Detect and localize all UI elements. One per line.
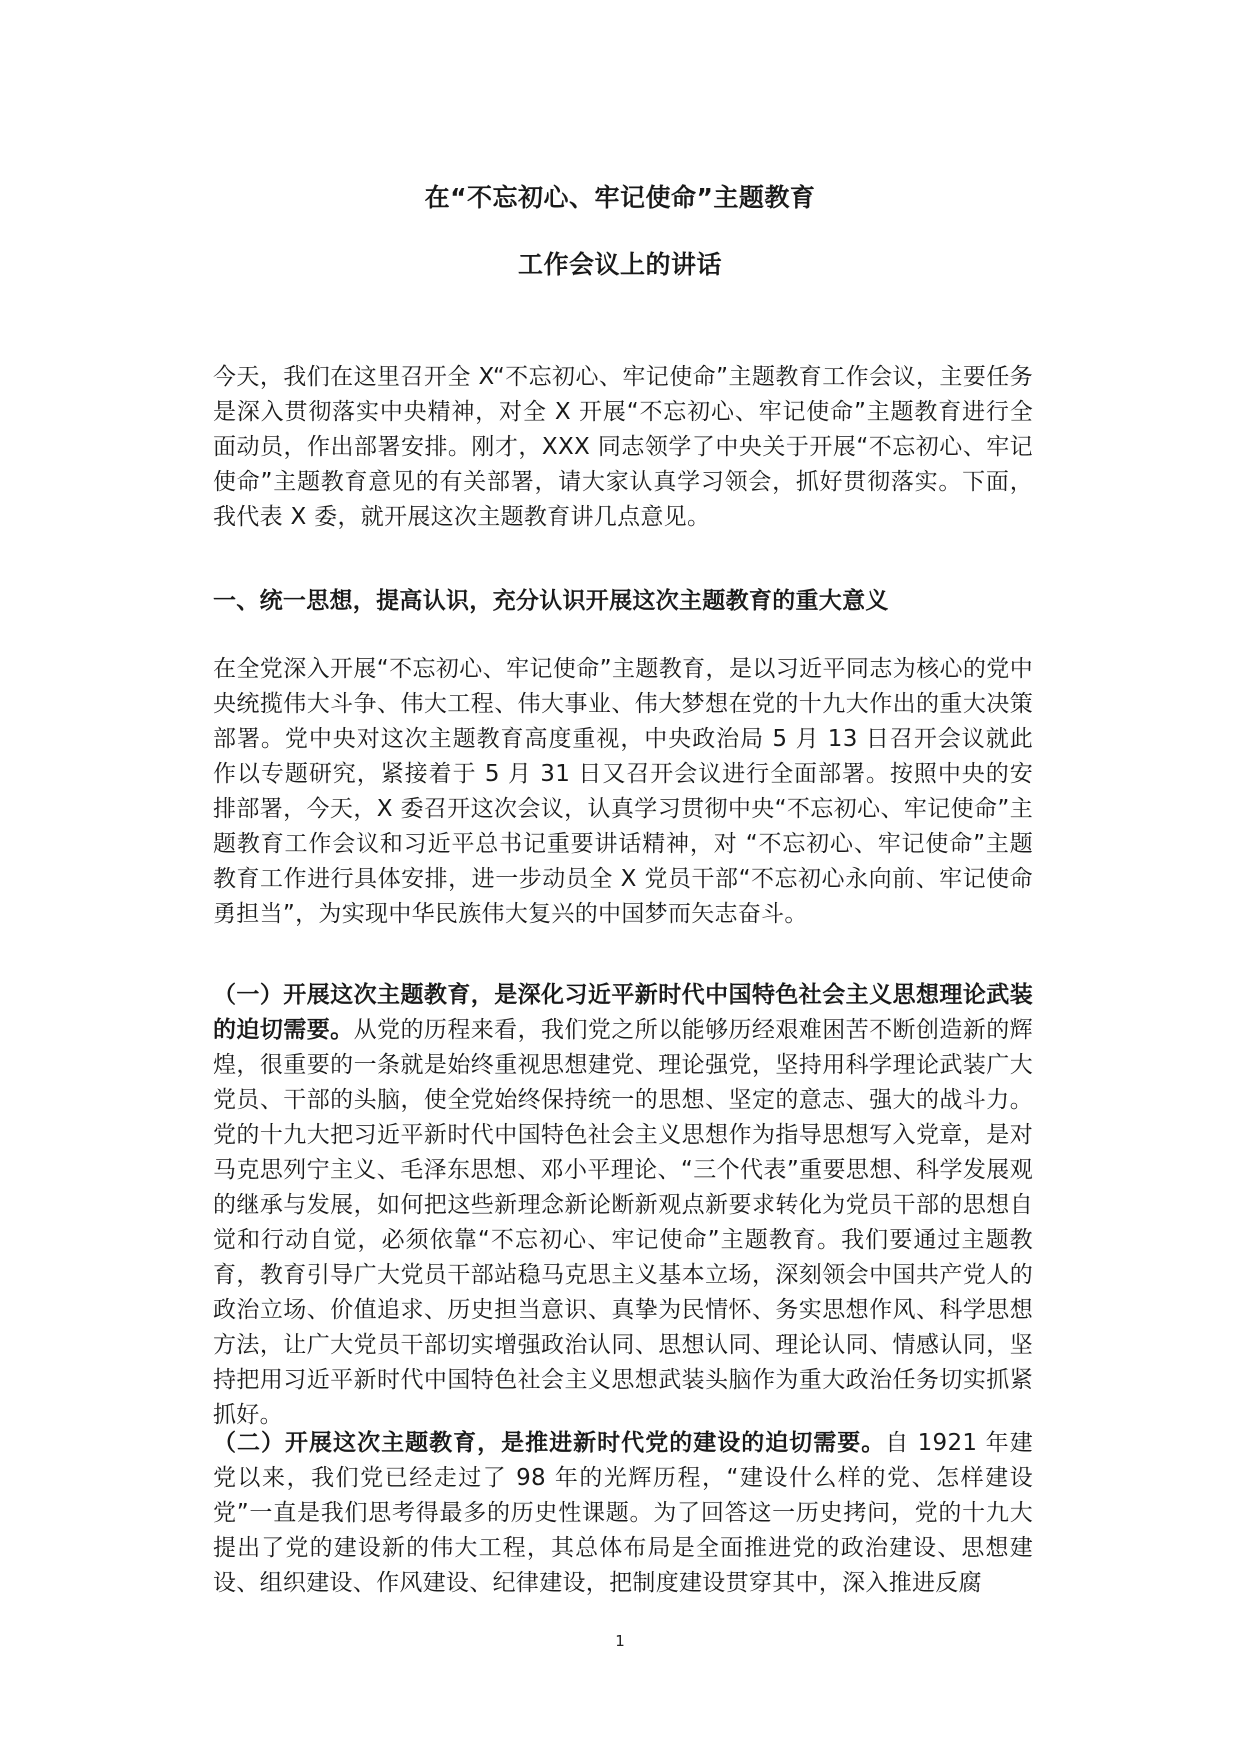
intro-paragraph: 今天，我们在这里召开全 X“不忘初心、牢记使命”主题教育工作会议，主要任务是深入贯彻落实中央精神，对全 X 开展“不忘初心、牢记使命”主题教育进行全面动员，作出部署安排。刚才，XXX 同志领学了中央关于开展“不忘初心、牢记使命”主题教育意见的有关部署，请大家认真学习领会，抓好贯彻落实。下面，我代表 X 委，就开展这次主题教育讲几点意见。 — [213, 364, 1033, 530]
page-number: 1 — [615, 1632, 625, 1650]
section-1-paragraph: 在全党深入开展“不忘初心、牢记使命”主题教育，是以习近平同志为核心的党中央统揽伟大斗争、伟大工程、伟大事业、伟大梦想在党的十九大作出的重大决策部署。党中央对这次主题教育高度重视，中央政治局 5 月 13 日召开会议就此作以专题研究，紧接着于 5 月 31 日又召开会议进行全面部署。按照中央的安排部署，今天，X 委召开这次会议，认真学习贯彻中央“不忘初心、牢记使命”主题教育工作会议和习近平总书记重要讲话精神，对 “不忘初心、牢记使命”主题教育工作进行具体安排，进一步动员全 X 党员干部“不忘初心永向前、牢记使命勇担当”，为实现中华民族伟大复兴的中国梦而矢志奋斗。 — [213, 656, 1033, 927]
point-1-lead: （一）开展这次主题教育，是深化习近平新时代中国特色社会主义思想理论武装的迫切需要。 — [213, 982, 1033, 1043]
point-2-body: 自 1921 年建党以来，我们党已经走过了 98 年的光辉历程，“建设什么样的党、怎样建设党”一直是我们思考得最多的历史性课题。为了回答这一历史拷问，党的十九大提出了党的建设新的伟大工程，其总体布局是全面推进党的政治建设、思想建设、组织建设、作风建设、纪律建设，把制度建设贯穿其中，深入推进反腐 — [213, 1430, 1033, 1596]
document-title-line-1: 在“不忘初心、牢记使命”主题教育 — [424, 183, 816, 212]
point-2-lead: （二）开展这次主题教育，是推进新时代党的建设的迫切需要。 — [213, 1430, 886, 1456]
point-1-body: 从党的历程来看，我们党之所以能够历经艰难困苦不断创造新的辉煌，很重要的一条就是始终重视思想建党、理论强党，坚持用科学理论武装广大党员、干部的头脑，使全党始终保持统一的思想、坚定的意志、强大的战斗力。党的十九大把习近平新时代中国特色社会主义思想作为指导思想写入党章，是对马克思列宁主义、毛泽东思想、邓小平理论、“三个代表”重要思想、科学发展观的继承与发展，如何把这些新理念新论断新观点新要求转化为党员干部的思想自觉和行动自觉，必须依靠“不忘初心、牢记使命”主题教育。我们要通过主题教育，教育引导广大党员干部站稳马克思主义基本立场，深刻领会中国共产党人的政治立场、价值追求、历史担当意识、真挚为民情怀、务实思想作风、科学思想方法，让广大党员干部切实增强政治认同、思想认同、理论认同、情感认同，坚持把用习近平新时代中国特色社会主义思想武装头脑作为重大政治任务切实抓紧抓好。 — [213, 1017, 1033, 1428]
document-title-line-2: 工作会议上的讲话 — [517, 250, 722, 279]
section-1-heading: 一、统一思想，提高认识，充分认识开展这次主题教育的重大意义 — [213, 588, 889, 614]
point-1-paragraph — [213, 978, 1033, 1433]
point-2-paragraph — [213, 1426, 1033, 1601]
